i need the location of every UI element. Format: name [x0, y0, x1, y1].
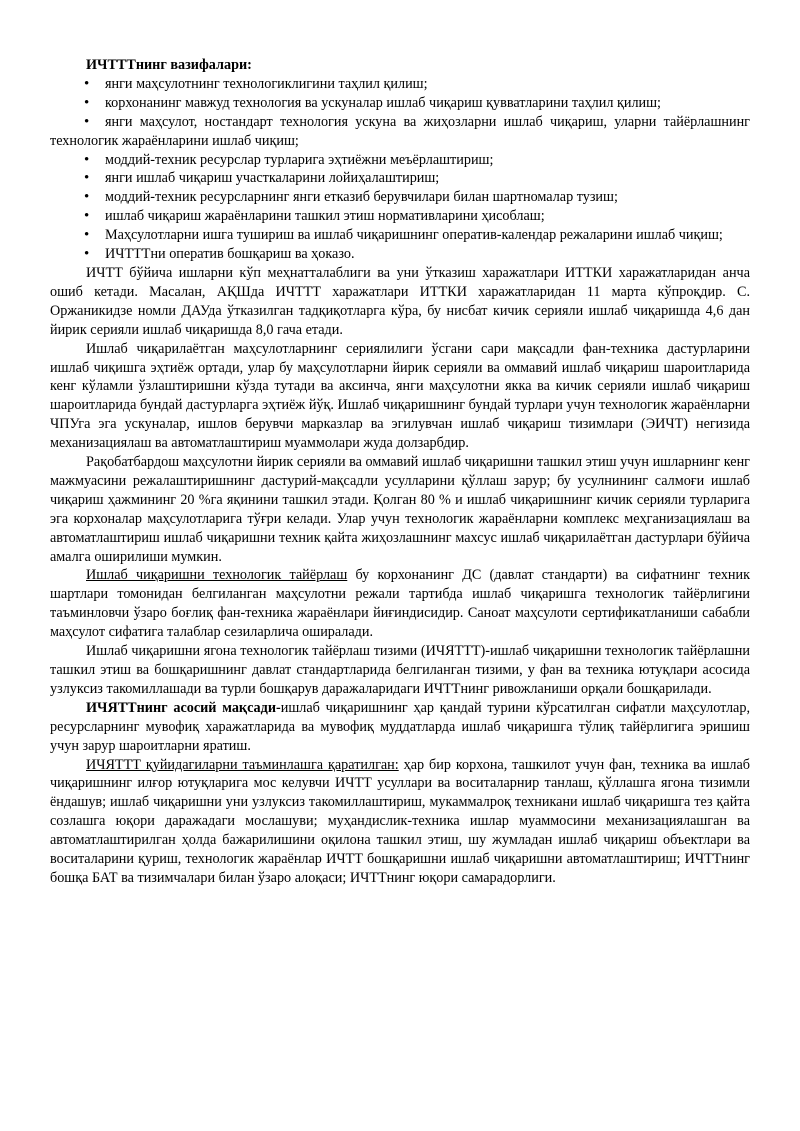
document-page	[50, 56, 750, 888]
list-item-text: моддий-техник ресурсларнинг янги етказиб берувчилари билан шартномалар тузиш;	[105, 189, 618, 206]
term-bold: ИЧЯТТнинг асосий мақсади-	[86, 699, 281, 716]
list-item	[50, 169, 750, 188]
bullet-icon: •	[84, 151, 90, 168]
term-underlined: Ишлаб чиқаришни технологик тайёрлаш	[86, 567, 348, 584]
bullet-icon: •	[84, 208, 90, 225]
paragraph: ИЧТТ бўйича ишларни кўп меҳнатталаблиги ва уни ўтказиш харажатлари ИТТКИ харажатларидан анча ошиб кетади. Масалан, АҚШда ИЧТТТ харажатлари ИТТКИ харажатларидан 11 марта кўпроқдир. С. Оржаникидзе номли ДАУда ўтказилган тадқиқотларга кўра, бу нисбат кичик серияли ишлаб чиқаришда 4,6 дан йирик серияли ишлаб чиқаришда 8,0 гача етади.	[50, 264, 750, 338]
bullet-icon: •	[84, 227, 90, 244]
list-item-text: янги маҳсулотнинг технологиклигини таҳлил қилиш;	[105, 75, 428, 92]
list-item-text: янги маҳсулот, ностандарт технология ускуна ва жиҳозларни ишлаб чиқариш, уларни тайёрлашнинг технологик жараёнларини ишлаб чиқиш;	[50, 113, 750, 149]
bullet-icon: •	[84, 94, 90, 111]
paragraph-text: ҳар бир корхона, ташкилот учун фан, техника ва ишлаб чиқаришнинг илғор ютуқларига мос келувчи ИЧТТ усуллари ва воситаларнир танлаш, қўллашга ягона тизимли ёндашув; ишлаб чиқаришни уни узлуксиз такомиллаштириш, мукаммалроқ техникани ишлаб чиқаришга тез қайта созлашга юқори даражадаги мослашуви; муҳандислик-техника ишлар муаммосини механизациялашган ва автоматлаштирилган ҳолда бажарилишини оқилона ташкил этиш, шу жумладан ишлаб чиқариш объектлари ва воситаларини қуриш, технологик жараёнлар ИЧТТ бошқаришни ишлаб чиқаришни автоматлаштириш; ИЧТТнинг бошқа БАТ ва тизимчалари билан ўзаро алоқаси; ИЧТТнинг юқори самарадорлиги.	[50, 756, 750, 886]
list-item	[50, 151, 750, 170]
section-heading: ИЧТТТнинг вазифалари:	[86, 57, 252, 73]
list-item-text: Маҳсулотларни ишга тушириш ва ишлаб чиқаришнинг оператив-календар режаларини ишлаб чиқиш;	[105, 227, 723, 244]
list-item	[50, 245, 750, 264]
list-item-text: ИЧТТТни оператив бошқариш ва ҳоказо.	[105, 246, 355, 263]
paragraph-text: бу корхонанинг ДС (давлат стандарти) ва сифатнинг техник шартлари томонидан белгиланган маҳсулотни режали тартибда ишлаб чиқаришга технологик тайёрлигини таъминловчи ўзаро боғлиқ фан-техника жараёнлари йиғиндисидир. Саноат маҳсулоти сертификатланиши сабабли маҳсулот сифатига талаблар сезиларлича оширалади.	[50, 567, 750, 641]
bullet-icon: •	[84, 113, 90, 130]
list-item-text: корхонанинг мавжуд технология ва ускуналар ишлаб чиқариш қувватларини таҳлил қилиш;	[105, 94, 661, 111]
list-item	[50, 94, 750, 113]
list-item	[50, 188, 750, 207]
term-underlined: ИЧЯТТТ қуйидагиларни таъминлашга қаратилган:	[86, 756, 399, 773]
list-item	[50, 207, 750, 226]
paragraph	[50, 756, 750, 888]
paragraph: Ишлаб чиқарилаётган маҳсулотларнинг сериялилиги ўсгани сари мақсадли фан-техника дастурларини ишлаб чиқишга эҳтиёж ортади, улар бу маҳсулотларни йирик серияли ва оммавий ишлаб чиқариш шароитларида кенг кўламли ўзлаштиришни кўзда тутади ва аксинча, янги маҳсулотни якка ва кичик серияли ишлаб чиқариш шароитларида бундай дастурларга эҳтиёж йўқ. Ишлаб чиқаришнинг бундай турлари учун технологик жараёнларни ЧПУга эга ускуналар, ишлов берувчи марказлар ва эгилувчан ишлаб чиқариш тизимлари (ЭИЧТ) негизида механизациялаш ва автоматлаштириш муаммолари жуда долзарбдир.	[50, 340, 750, 452]
bullet-icon: •	[84, 75, 90, 92]
paragraph: Рақобатбардош маҳсулотни йирик серияли ва оммавий ишлаб чиқаришни ташкил этиш учун ишларнинг кенг мажмуасини режалаштиришнинг дастурий-мақсадли усулларини қўллаш зарур; бу усулнининг салмоғи ишлаб чиқариш ҳажмининг 20 %га яқинини ташкил этади. Қолган 80 % и ишлаб чиқаришнинг кичик серияли турларига эга корхоналар маҳсулотларига тўғри келади. Улар учун технологик жараёнларни комплекс меҳганизациялаш ва автоматлаштириш ишлаб чиқаришни техник қайта жиҳозлашнинг махсус ишлаб чиқарилаётган дастурлари бўйича амалга оширилиши мумкин.	[50, 454, 750, 565]
bullet-icon: •	[84, 170, 90, 187]
list-item-text: янги ишлаб чиқариш участкаларини лойиҳалаштириш;	[105, 170, 440, 187]
bullet-icon: •	[84, 189, 90, 206]
list-item-text: ишлаб чиқариш жараёнларини ташкил этиш нормативларини ҳисоблаш;	[105, 208, 545, 225]
paragraph	[50, 699, 750, 756]
list-item	[50, 113, 750, 151]
bullet-icon: •	[84, 246, 90, 263]
list-item	[50, 75, 750, 94]
paragraph-text: ишлаб чиқаришнинг ҳар қандай турини кўрсатилган сифатли маҳсулотлар, ресурсларнинг мувофиқ харажатларида ва мувофиқ муддатларда ишлаб чиқаришга тўлиқ тайёрлигига эришиш учун зарур шароитларни яратиш.	[50, 699, 750, 754]
list-item	[50, 226, 750, 245]
paragraph: Ишлаб чиқаришни ягона технологик тайёрлаш тизими (ИЧЯТТТ)-ишлаб чиқаришни технологик тайёрлашни ташкил этиш ва бошқаришнинг давлат стандартларида белгиланган тизими, у фан ва техника ютуқлари асосида узлуксиз такомиллашади ва турли бошқарув даражаларидаги ИЧТТнинг ривожланиши орқали бошқарилади.	[50, 643, 750, 697]
paragraph	[50, 566, 750, 642]
list-item-text: моддий-техник ресурслар турларига эҳтиёжни меъёрлаштириш;	[105, 151, 494, 168]
